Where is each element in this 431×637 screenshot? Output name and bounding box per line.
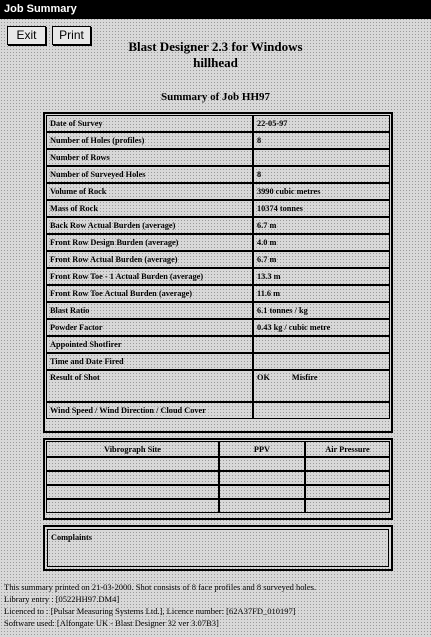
summary-value: 6.7 m — [253, 251, 390, 268]
summary-value: 6.1 tonnes / kg — [253, 302, 390, 319]
summary-value: 22-05-97 — [253, 115, 390, 132]
vibrograph-cell — [46, 485, 219, 499]
summary-row — [46, 132, 390, 149]
summary-value: 3990 cubic metres — [253, 183, 390, 200]
vibrograph-header: PPV — [219, 441, 305, 457]
summary-label: Mass of Rock — [46, 200, 253, 217]
summary-value: 0.43 kg / cubic metre — [253, 319, 390, 336]
footer-line-1: This summary printed on 21-03-2000. Shot consists of 8 face profiles and 8 surveyed holes. — [4, 582, 317, 592]
vibrograph-row — [46, 499, 390, 513]
summary-label: Number of Rows — [46, 149, 253, 166]
vibrograph-cell — [305, 485, 390, 499]
vibrograph-cell — [219, 485, 305, 499]
vibrograph-row — [46, 485, 390, 499]
summary-label: Back Row Actual Burden (average) — [46, 217, 253, 234]
summary-value: 8 — [253, 132, 390, 149]
vibrograph-cell — [46, 471, 219, 485]
summary-row — [46, 149, 390, 166]
vibrograph-cell — [305, 471, 390, 485]
summary-row — [46, 302, 390, 319]
footer-line-3: Licenced to : [Pulsar Measuring Systems Ltd.], Licence number: [62A37FD_010197] — [4, 606, 296, 616]
vibrograph-header-row — [46, 441, 390, 457]
result-misfire: Misfire — [291, 373, 318, 382]
vibrograph-cell — [305, 457, 390, 471]
summary-value: 11.6 m — [253, 285, 390, 302]
vibrograph-cell — [219, 471, 305, 485]
complaints-box — [43, 525, 393, 571]
window-titlebar — [0, 0, 431, 19]
summary-title: Summary of Job HH97 — [160, 91, 271, 103]
vibrograph-cell — [46, 499, 219, 513]
footer-line-4: Software used: [Alfongate UK - Blast Designer 32 ver 3.07B3] — [4, 618, 219, 628]
summary-row — [46, 268, 390, 285]
summary-label: Appointed Shotfirer — [46, 336, 253, 353]
summary-label: Number of Holes (profiles) — [46, 132, 253, 149]
vibrograph-cell — [219, 457, 305, 471]
vibrograph-cell — [46, 457, 219, 471]
summary-row — [46, 217, 390, 234]
summary-label: Front Row Toe Actual Burden (average) — [46, 285, 253, 302]
vibrograph-cell — [219, 499, 305, 513]
vibrograph-header: Vibrograph Site — [46, 441, 219, 457]
summary-label: Front Row Actual Burden (average) — [46, 251, 253, 268]
vibrograph-table — [46, 441, 390, 513]
summary-row — [46, 166, 390, 183]
summary-label: Front Row Design Burden (average) — [46, 234, 253, 251]
wind-value — [253, 402, 390, 419]
summary-value: 13.3 m — [253, 268, 390, 285]
summary-value: 10374 tonnes — [253, 200, 390, 217]
summary-row — [46, 251, 390, 268]
summary-row — [46, 234, 390, 251]
summary-row — [46, 115, 390, 132]
summary-table — [46, 115, 390, 419]
summary-value — [253, 149, 390, 166]
summary-row — [46, 200, 390, 217]
summary-row — [46, 285, 390, 302]
vibrograph-row — [46, 471, 390, 485]
summary-label: Time and Date Fired — [46, 353, 253, 370]
complaints-label: Complaints — [51, 533, 93, 542]
summary-row — [46, 402, 390, 419]
summary-row — [46, 353, 390, 370]
vibrograph-header: Air Pressure — [305, 441, 390, 457]
result-of-shot-value — [253, 370, 390, 402]
vibrograph-cell — [305, 499, 390, 513]
window-title: Job Summary — [4, 3, 77, 15]
site-name: hillhead — [193, 55, 238, 70]
app-title: Blast Designer 2.3 for Windows — [128, 39, 303, 54]
result-ok: OK — [257, 373, 270, 382]
summary-label: Blast Ratio — [46, 302, 253, 319]
wind-label: Wind Speed / Wind Direction / Cloud Cover — [46, 402, 253, 419]
summary-value: 6.7 m — [253, 217, 390, 234]
summary-value: 8 — [253, 166, 390, 183]
summary-row — [46, 336, 390, 353]
summary-value — [253, 353, 390, 370]
summary-value: 4.0 m — [253, 234, 390, 251]
summary-label: Volume of Rock — [46, 183, 253, 200]
exit-button[interactable]: Exit — [7, 26, 46, 45]
summary-row — [46, 370, 390, 402]
summary-row — [46, 319, 390, 336]
summary-value — [253, 336, 390, 353]
result-of-shot-label: Result of Shot — [46, 370, 253, 402]
footer-line-2: Library entry : [0522HH97.DM4] — [4, 594, 120, 604]
vibrograph-row — [46, 457, 390, 471]
summary-row — [46, 183, 390, 200]
summary-label: Date of Survey — [46, 115, 253, 132]
print-button[interactable]: Print — [52, 26, 91, 45]
summary-label: Powder Factor — [46, 319, 253, 336]
summary-label: Front Row Toe - 1 Actual Burden (average) — [46, 268, 253, 285]
summary-label: Number of Surveyed Holes — [46, 166, 253, 183]
